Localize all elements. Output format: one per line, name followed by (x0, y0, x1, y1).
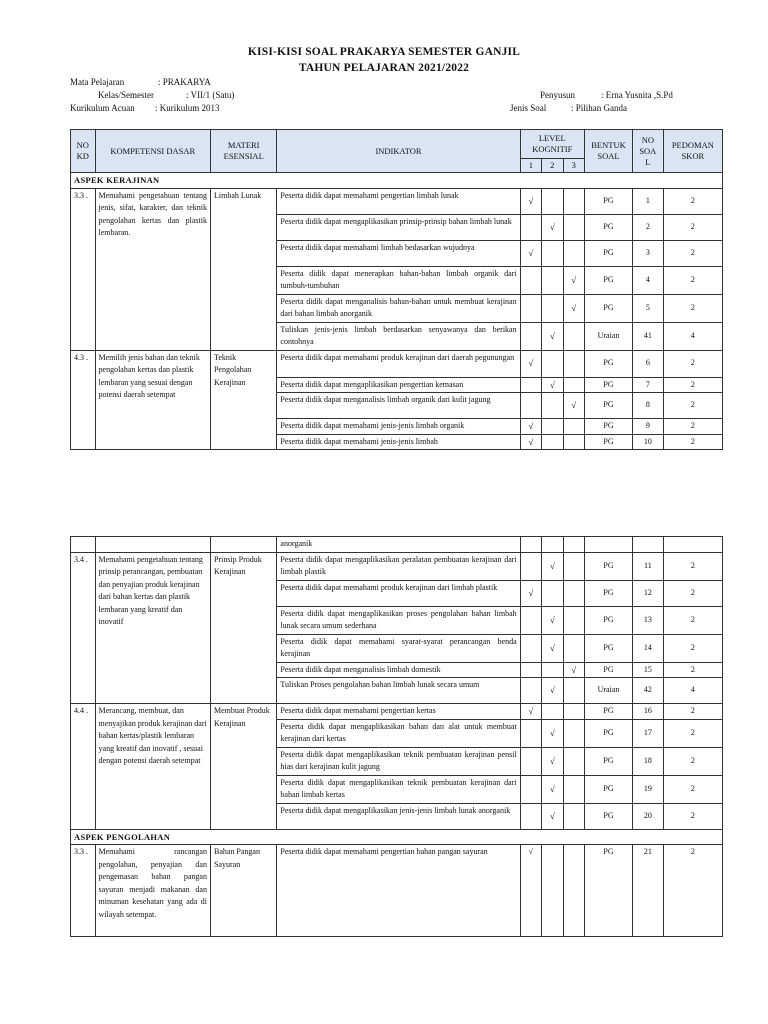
aspect-pengolahan: ASPEK PENGOLAHAN (71, 829, 723, 845)
indikator-cell: Peserta didik dapat mengaplikasikan teknik pembuatan kerajinan pensil hias dari kerajinan kulit jagung (277, 747, 520, 775)
skor-cell: 2 (663, 747, 722, 775)
indikator-cell: Peserta didik dapat menganalisis limbah organik dari kulit jagung (277, 393, 520, 419)
kisi-table-page1 (70, 129, 723, 450)
kd-number: 3.3 . (71, 188, 96, 350)
bentuk-cell: PG (584, 188, 632, 214)
indikator-cell: Peserta didik dapat menganalisis limbah domestik (277, 662, 520, 678)
no-soal-cell: 10 (633, 434, 664, 450)
no-soal-cell: 41 (633, 322, 664, 350)
kd-materi: Limbah Lunak (210, 188, 276, 350)
indikator-cell: Peserta didik dapat mengaplikasikan proses pengolahan bahan limbah lunak secara umum sederhana (277, 606, 520, 634)
kd-text: Memahami rancangan pengolahan, penyajian dan pengemasan bahan pangan sayuran menjadi makanan dan minuman kesehatan yang ada di wilayah setempat. (95, 845, 210, 937)
check-mark: √ (563, 662, 584, 678)
check-mark: √ (563, 294, 584, 322)
check-mark: √ (520, 704, 541, 720)
indikator-cell: Tuliskan jenis-jenis limbah berdasarkan senyawanya dan berikan contohnya (277, 322, 520, 350)
header-indikator: INDIKATOR (277, 130, 520, 173)
indikator-cell: Peserta didik dapat memahami limbah bedasarkan wujudnya (277, 240, 520, 266)
skor-cell: 2 (663, 662, 722, 678)
no-soal-cell: 3 (633, 240, 664, 266)
skor-cell: 2 (663, 803, 722, 829)
check-mark: √ (542, 322, 563, 350)
header-level-2: 2 (542, 159, 563, 173)
skor-cell: 2 (663, 552, 722, 580)
no-soal-cell: 5 (633, 294, 664, 322)
no-soal-cell: 19 (633, 775, 664, 803)
check-mark: √ (520, 350, 541, 377)
indikator-cell: Tuliskan Proses pengolahan bahan limbah lunak secara umum (277, 678, 520, 704)
skor-cell: 4 (663, 322, 722, 350)
header-pedoman: PEDOMAN SKOR (663, 130, 722, 173)
no-soal-cell: 8 (633, 393, 664, 419)
indikator-cell: Peserta didik dapat memahami jenis-jenis limbah organik (277, 419, 520, 435)
kd-number: 3.3 . (71, 845, 96, 937)
check-mark: √ (520, 240, 541, 266)
skor-cell: 4 (663, 678, 722, 704)
check-mark: √ (520, 419, 541, 435)
bentuk-cell: PG (584, 634, 632, 662)
kd-number: 4.4 . (71, 704, 96, 830)
bentuk-cell: PG (584, 719, 632, 747)
kd-materi: Membuat Produk Kerajinan (210, 704, 276, 830)
skor-cell: 2 (663, 294, 722, 322)
aspect-kerajinan: ASPEK KERAJINAN (71, 173, 723, 189)
check-mark: √ (542, 678, 563, 704)
skor-cell: 2 (663, 634, 722, 662)
mapel-value: : PRAKARYA (158, 77, 211, 87)
indikator-cell: Peserta didik dapat memahami syarat-syarat perancangan benda kerajinan (277, 634, 520, 662)
no-soal-cell: 2 (633, 214, 664, 240)
bentuk-cell: Uraian (584, 678, 632, 704)
check-mark: √ (520, 434, 541, 450)
check-mark: √ (542, 377, 563, 393)
header-level-3: 3 (563, 159, 584, 173)
indikator-cell: Peserta didik dapat mengaplikasikan peralatan pembuatan kerajinan dari limbah plastik (277, 552, 520, 580)
skor-cell: 2 (663, 845, 722, 937)
no-soal-cell: 15 (633, 662, 664, 678)
kd-text: Memahami pengetahuan tentang prinsip perancangan, pembuatan dan penyajian produk kerajinan dari bahan kertas dan plastik lembaran yang kreatif dan inovatif (95, 552, 210, 704)
check-mark: √ (563, 393, 584, 419)
no-soal-cell: 4 (633, 266, 664, 294)
check-mark: √ (542, 214, 563, 240)
header-level-1: 1 (520, 159, 541, 173)
indikator-cell: Peserta didik dapat memahami pengertian kertas (277, 704, 520, 720)
kd-text: Memahami pengetahuan tentang jenis, sifat, karakter, dan teknik pengolahan kertas dan plastik lembaran. (95, 188, 210, 350)
bentuk-cell: PG (584, 552, 632, 580)
bentuk-cell: PG (584, 294, 632, 322)
no-soal-cell: 18 (633, 747, 664, 775)
skor-cell: 2 (663, 350, 722, 377)
skor-cell: 2 (663, 266, 722, 294)
bentuk-cell: PG (584, 775, 632, 803)
kd-materi: Prinsip Produk Kerajinan (210, 552, 276, 704)
skor-cell: 2 (663, 580, 722, 606)
header-kompetensi: KOMPETENSI DASAR (95, 130, 210, 173)
penyusun-label: Penyusun (540, 90, 576, 100)
bentuk-cell: PG (584, 214, 632, 240)
kurikulum-label: Kurikulum Acuan (70, 103, 135, 113)
jenis-soal-label: Jenis Soal (510, 103, 547, 113)
skor-cell: 2 (663, 188, 722, 214)
no-soal-cell: 16 (633, 704, 664, 720)
bentuk-cell: PG (584, 240, 632, 266)
kurikulum-value: : Kurikulum 2013 (155, 103, 220, 113)
kd-text: Merancang, membuat, dan menyajikan produk kerajinan dari bahan kertas/plastik lembaran yang kreatif dan inovatif , sesuai dengan potensi daerah setempat (95, 704, 210, 830)
bentuk-cell: Uraian (584, 322, 632, 350)
kd-number: 4.3 . (71, 350, 96, 450)
bentuk-cell: PG (584, 580, 632, 606)
kelas-value: : VII/1 (Satu) (186, 90, 235, 100)
skor-cell: 2 (663, 240, 722, 266)
bentuk-cell: PG (584, 704, 632, 720)
skor-cell: 2 (663, 606, 722, 634)
bentuk-cell: PG (584, 803, 632, 829)
no-soal-cell: 17 (633, 719, 664, 747)
indikator-cell: Peserta didik dapat memahami produk kerajinan dari limbah plastik (277, 580, 520, 606)
skor-cell: 2 (663, 434, 722, 450)
no-soal-cell: 11 (633, 552, 664, 580)
bentuk-cell: PG (584, 434, 632, 450)
no-soal-cell: 20 (633, 803, 664, 829)
check-mark: √ (542, 775, 563, 803)
indikator-cell: Peserta didik dapat mengaplikasikan prinsip-prinsip bahan limbah lunak (277, 214, 520, 240)
kd-materi: Bahan Pangan Sayuran (210, 845, 276, 937)
indikator-cell: Peserta didik dapat mengaplikasikan pengertian kemasan (277, 377, 520, 393)
indikator-cell: Peserta didik dapat mengaplikasikan teknik pembuatan kerajinan dari bahan limbah kertas (277, 775, 520, 803)
skor-cell: 2 (663, 214, 722, 240)
check-mark: √ (542, 719, 563, 747)
skor-cell: 2 (663, 377, 722, 393)
skor-cell: 2 (663, 393, 722, 419)
no-soal-cell: 14 (633, 634, 664, 662)
header-no-kd: NO KD (71, 130, 96, 173)
skor-cell: 2 (663, 419, 722, 435)
indikator-cell: Peserta didik dapat menganalisis bahan-bahan untuk membuat kerajinan dari bahan limbah anorganik (277, 294, 520, 322)
bentuk-cell: PG (584, 266, 632, 294)
penyusun-value: : Erna Yusnita ,S.Pd (601, 90, 673, 100)
check-mark: √ (542, 747, 563, 775)
skor-cell: 2 (663, 704, 722, 720)
document-title: KISI-KISI SOAL PRAKARYA SEMESTER GANJIL (247, 46, 521, 58)
kisi-table-page2 (70, 536, 723, 937)
bentuk-cell: PG (584, 350, 632, 377)
indikator-cell: Peserta didik dapat memahami pengertian limbah lunak (277, 188, 520, 214)
bentuk-cell: PG (584, 747, 632, 775)
bentuk-cell: PG (584, 377, 632, 393)
indikator-cell: Peserta didik dapat menerapkan bahan-bahan limbah organik dari tumbuh-tumbuhan (277, 266, 520, 294)
kd-number: 3.4 . (71, 552, 96, 704)
no-soal-cell: 12 (633, 580, 664, 606)
check-mark: √ (520, 845, 541, 937)
kelas-label: Kelas/Semester (98, 90, 154, 100)
kd-materi: Teknik Pengolahan Kerajinan (210, 350, 276, 450)
indikator-cell: Peserta didik dapat mengaplikasikan bahan dan alat untuk membuat kerajinan dari kertas (277, 719, 520, 747)
skor-cell: 2 (663, 719, 722, 747)
bentuk-cell: PG (584, 606, 632, 634)
indikator-cell: Peserta didik dapat mengaplikasikan jenis-jenis limbah lunak anorganik (277, 803, 520, 829)
check-mark: √ (563, 266, 584, 294)
indikator-cell: Peserta didik dapat memahami produk kerajinan dari daerah pegunungan (277, 350, 520, 377)
indikator-cell: Peserta didik dapat memahami jenis-jenis limbah (277, 434, 520, 450)
bentuk-cell: PG (584, 662, 632, 678)
no-soal-cell: 1 (633, 188, 664, 214)
check-mark: √ (542, 634, 563, 662)
no-soal-cell: 6 (633, 350, 664, 377)
no-soal-cell: 13 (633, 606, 664, 634)
bentuk-cell: PG (584, 393, 632, 419)
bentuk-cell: PG (584, 419, 632, 435)
check-mark: √ (520, 188, 541, 214)
indikator-continuation: anorganik (277, 537, 520, 553)
mapel-label: Mata Pelajaran (70, 77, 125, 87)
header-level: LEVEL KOGNITIF (520, 130, 584, 159)
no-soal-cell: 9 (633, 419, 664, 435)
skor-cell: 2 (663, 775, 722, 803)
check-mark: √ (542, 552, 563, 580)
bentuk-cell: PG (584, 845, 632, 937)
header-materi: MATERI ESENSIAL (210, 130, 276, 173)
no-soal-cell: 42 (633, 678, 664, 704)
header-no-soal: NO SOA L (633, 130, 664, 173)
check-mark: √ (542, 803, 563, 829)
check-mark: √ (520, 580, 541, 606)
kd-text: Memilih jenis bahan dan teknik pengolahan kertas dan plastik lembaran yang sesuai dengan potensi daerah setempat (95, 350, 210, 450)
jenis-soal-value: : Pilihan Ganda (571, 103, 627, 113)
header-bentuk: BENTUK SOAL (584, 130, 632, 173)
document-subtitle: TAHUN PELAJARAN 2021/2022 (298, 62, 470, 74)
indikator-cell: Peserta didik dapat memahami pengertian bahan pangan sayuran (277, 845, 520, 937)
no-soal-cell: 7 (633, 377, 664, 393)
check-mark: √ (542, 606, 563, 634)
no-soal-cell: 21 (633, 845, 664, 937)
